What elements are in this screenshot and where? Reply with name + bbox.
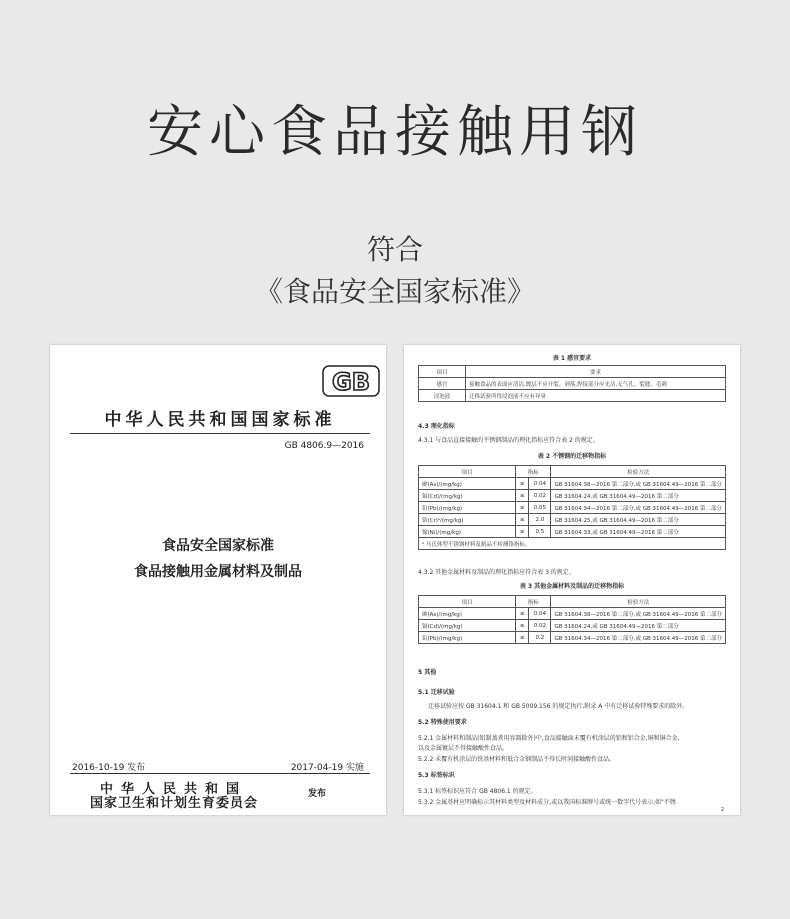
table-cell: GB 31604.38—2016 第二部分,或 GB 31604.49—2016 第二部分 [551,608,726,620]
standard-name: 《食品安全国家标准》 [254,275,535,308]
table-cell: 铅(Pb)/(mg/kg) [419,502,516,514]
table-cell: 迁移试验所得浸泡液不应有异臭 [466,390,726,402]
cover-title-sub: 食品接触用金属材料及制品 [134,564,302,580]
section-4-3: 4.3 理化指标 [418,423,455,430]
issuer-line-1: 中华人民共和国 [100,782,248,797]
standard-code: GB 4806.9—2016 [284,441,364,451]
table-cell: ≤ [516,514,529,526]
table-cell: GB 31604.34—2016 第二部分,或 GB 31604.49—2016 第二部分 [551,502,726,514]
table-cell: 0.02 [529,620,551,632]
table-cell: 0.5 [529,526,551,538]
table-cell: 镍(Ni)/(mg/kg) [419,526,516,538]
section-5-1: 5.1 迁移试验 [418,689,455,696]
table-header-cell: 指标 [516,596,551,608]
page-number: 2 [720,807,724,813]
issuer-line-2: 国家卫生和计划生育委员会 [90,796,259,811]
cover-title-main: 食品安全国家标准 [162,538,274,554]
section-4-3-2: 4.3.2 其他金属材料及制品的理化指标应符合表 3 的规定。 [418,569,575,576]
table-cell: 0.2 [529,632,551,644]
table-header-cell: 指标 [516,466,551,478]
effective-date: 2017-04-19 实施 [290,763,364,773]
section-5-2-1-line1: 5.2.1 金属材料和制品(铝制蒸煮用容器除外)中,食品接触面未覆有机涂层的铝和铝合金,铜和铜合金, [418,735,680,742]
table-cell: ≤ [516,526,529,538]
table-header-cell: 项目 [419,366,466,378]
table-cell: 铅(Pb)/(mg/kg) [419,632,516,644]
table-cell: ≤ [516,478,529,490]
table-header-row [419,366,726,378]
gb-logo [322,365,380,397]
cover-divider [70,433,370,434]
table-note-row [419,538,726,550]
table-cell: GB 31604.34—2016 第二部分,或 GB 31604.49—2016 第二部分 [551,632,726,644]
section-4-3-1: 4.3.1 与食品直接接触的不锈钢制品的理化指标应符合表 2 的规定。 [418,437,599,444]
standard-cover-page [50,345,386,815]
table-row [419,526,726,538]
table2-caption: 表 2 不锈钢的迁移物指标 [537,453,607,460]
table-cell: ≤ [516,620,529,632]
table-row [419,390,726,402]
table-cell: 0.04 [529,608,551,620]
table1-caption: 表 1 感官要求 [552,355,592,362]
table-row [419,632,726,644]
cover-bottom-divider [70,773,370,774]
section-5-3: 5.3 标签标识 [418,772,455,779]
table-cell: ≤ [516,490,529,502]
gb-logo-text: GB [332,368,370,396]
table-header-row [419,596,726,608]
table-cell: GB 31604.38—2016 第二部分,或 GB 31604.49—2016 第二部分 [551,478,726,490]
table-header-cell: 项目 [419,596,516,608]
table-cell: GB 31604.24,或 GB 31604.49—2016 第二部分 [551,620,726,632]
table-header-cell: 检验方法 [551,596,726,608]
table-cell: ≤ [516,608,529,620]
table-header-cell: 要求 [466,366,726,378]
issue-date: 2016-10-19 发布 [72,763,146,773]
table-cell: 镉(Cd)/(mg/kg) [419,620,516,632]
table-cell: 0.02 [529,490,551,502]
table-cell: ≤ [516,632,529,644]
table2 [418,465,726,550]
table-row [419,514,726,526]
section-5-1-text: 迁移试验应按 GB 31604.1 和 GB 5009.156 的规定执行,附录 A 中有迁移试验特殊要求的除外。 [428,703,689,710]
table-cell: 2.0 [529,514,551,526]
table3 [418,595,726,644]
section-5-3-2: 5.3.2 金属基材应明确标示其材料类型及材料成分,或以我国标准牌号或统一数字代号表示,如"不锈 [418,799,676,806]
table-cell: 砷(As)/(mg/kg) [419,478,516,490]
standard-inner-page [404,345,740,815]
table-cell: GB 31604.25,或 GB 31604.49—2016 第二部分 [551,514,726,526]
section-5-2-1-line2: 以及金属镀层不得接触酸性食品。 [418,745,509,752]
table-row [419,378,726,390]
table1 [418,365,726,402]
table-header-row [419,466,726,478]
section-5-2: 5.2 特殊使用要求 [418,719,467,726]
table-row [419,478,726,490]
publish-label: 发布 [308,789,327,799]
table-row [419,620,726,632]
table3-caption: 表 3 其他金属材料及制品的迁移物指标 [519,583,625,590]
table-header-cell: 项目 [419,466,516,478]
table-row [419,608,726,620]
table-row [419,490,726,502]
cover-org-name: 中华人民共和国国家标准 [104,410,336,430]
table-cell: 铬(Cr)ᵃ/(mg/kg) [419,514,516,526]
table-note: ᵃ 马氏体型不锈钢材料及制品不检测铬指标。 [419,538,726,550]
table-cell: 砷(As)/(mg/kg) [419,608,516,620]
headline: 安心食品接触用钢 [147,100,643,165]
table-row [419,502,726,514]
table-header-cell: 检验方法 [551,466,726,478]
table-cell: 0.05 [529,502,551,514]
compliance-label: 符合 [366,233,423,266]
section-5-3-1: 5.3.1 标签标识应符合 GB 4806.1 的规定。 [418,788,537,795]
section-5: 5 其他 [418,669,437,676]
table-cell: 浸泡液 [419,390,466,402]
table-cell: 镉(Cd)/(mg/kg) [419,490,516,502]
section-5-2-2: 5.2.2 未覆有机涂层的铁基材料和低合金钢制品不得长时间接触酸性食品。 [418,756,616,763]
table-cell: 0.04 [529,478,551,490]
table-cell: ≤ [516,502,529,514]
table-cell: 感官 [419,378,466,390]
table-cell: GB 31604.24,或 GB 31604.49—2016 第二部分 [551,490,726,502]
table-cell: GB 31604.33,或 GB 31604.49—2016 第二部分 [551,526,726,538]
table-cell: 接触食品的表面应清洁,镀层不应开裂、剥落,焊接部分应光洁,无气孔、裂缝、毛刺 [466,378,726,390]
